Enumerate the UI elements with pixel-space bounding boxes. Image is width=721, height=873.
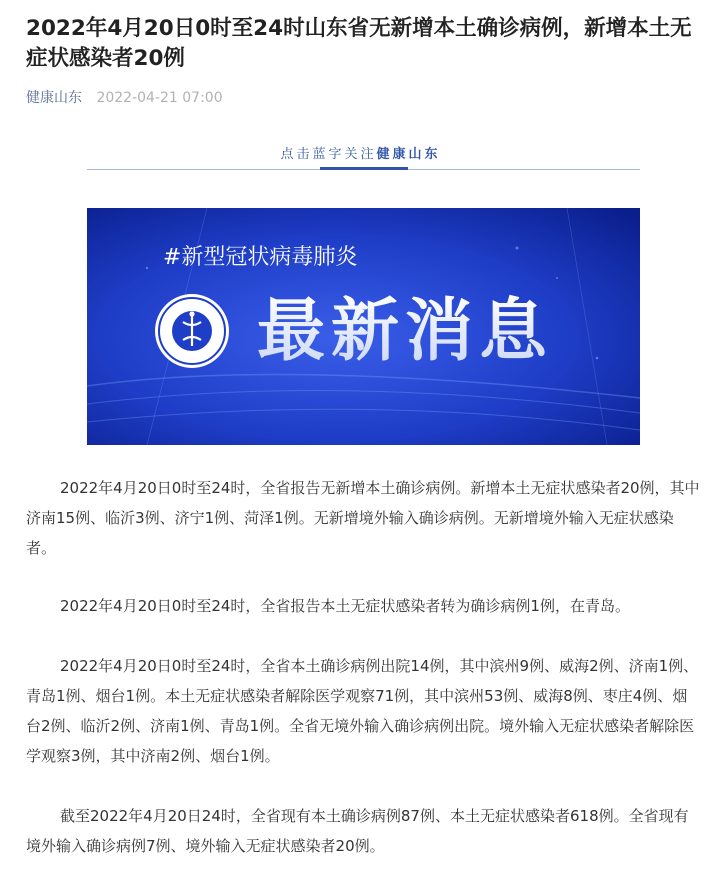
paragraph-new-cases: 2022年4月20日0时至24时，全省报告无新增本土确诊病例。新增本土无症状感染者20例，其中济南15例、临沂3例、济宁1例、菏泽1例。无新增境外输入确诊病例。无新增境外输入无症状感染者。 [26,479,700,557]
follow-prompt-text: 点击蓝字关注 [280,147,377,162]
news-banner-image [87,208,640,445]
shandong-health-commission-seal-icon [155,294,229,368]
publish-time: 2022-04-21 07:00 [96,90,223,106]
follow-account-name: 健康山东 [376,147,441,162]
paragraph-current-cases: 截至2022年4月20日24时，全省现有本土确诊病例87例、本土无症状感染者618例。全省现有境外输入确诊病例7例、境外输入无症状感染者20例。 [26,807,689,855]
paragraph-discharged-cases: 2022年4月20日0时至24时，全省本土确诊病例出院14例，其中滨州9例、威海2例、济南1例、青岛1例、烟台1例。本土无症状感染者解除医学观察71例，其中滨州53例、威海8例、枣庄4例、烟台2例、临沂2例、济南1例、青岛1例。全省无境外输入确诊病例出院。境外输入无症状感染者解除医学观察3例，其中济南2例、烟台1例。 [26,657,699,765]
banner-hashtag: #新型冠状病毒肺炎 [163,245,358,270]
article-title: 2022年4月20日0时至24时山东省无新增本土确诊病例，新增本土无症状感染者20例 [26,16,692,71]
follow-divider-accent [320,167,408,170]
article-meta [26,88,223,108]
banner-headline: 最新消息 [257,292,554,371]
paragraph-converted-cases: 2022年4月20日0时至24时，全省报告本土无症状感染者转为确诊病例1例，在青岛。 [60,597,630,615]
follow-prompt[interactable] [0,143,721,162]
account-name-link[interactable]: 健康山东 [26,90,82,106]
